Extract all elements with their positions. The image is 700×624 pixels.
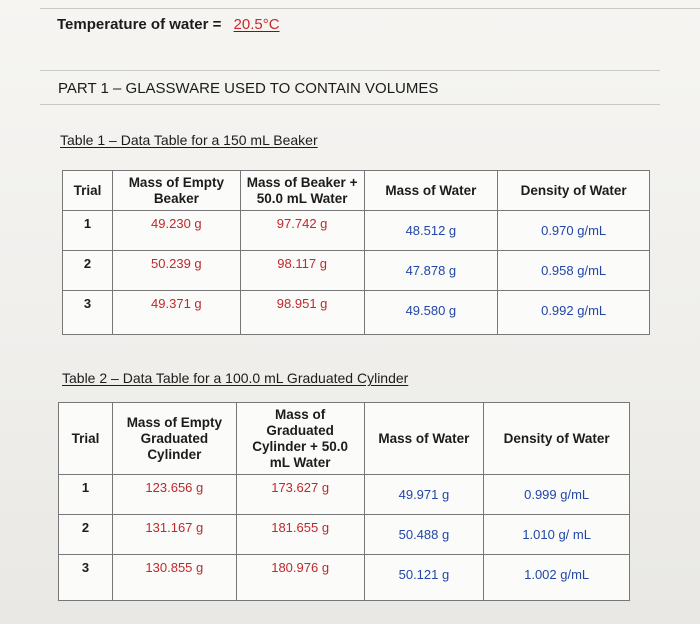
water-mass-cell: 47.878 g bbox=[364, 251, 498, 291]
table2-header-with-water: Mass of Graduated Cylinder + 50.0 mL Water bbox=[236, 403, 364, 475]
with-water-mass-cell: 97.742 g bbox=[240, 211, 364, 251]
table1-caption: Table 1 – Data Table for a 150 mL Beaker bbox=[60, 132, 318, 148]
table2-caption: Table 2 – Data Table for a 100.0 mL Graduated Cylinder bbox=[62, 370, 409, 386]
table-row bbox=[63, 251, 650, 291]
table2-header-density: Density of Water bbox=[484, 403, 630, 475]
density-cell: 0.958 g/mL bbox=[498, 251, 650, 291]
table1-header-row bbox=[63, 171, 650, 211]
part1-title: PART 1 – GLASSWARE USED TO CONTAIN VOLUMES bbox=[58, 80, 439, 97]
trial-cell: 3 bbox=[59, 555, 113, 601]
with-water-mass-cell: 98.951 g bbox=[240, 291, 364, 335]
water-mass-cell: 49.580 g bbox=[364, 291, 498, 335]
density-cell: 0.992 g/mL bbox=[498, 291, 650, 335]
empty-mass-cell: 131.167 g bbox=[112, 515, 236, 555]
density-cell: 0.970 g/mL bbox=[498, 211, 650, 251]
with-water-mass-cell: 98.117 g bbox=[240, 251, 364, 291]
table-row bbox=[59, 475, 630, 515]
table2-header-water: Mass of Water bbox=[364, 403, 484, 475]
water-mass-cell: 50.121 g bbox=[364, 555, 484, 601]
part-top-rule bbox=[40, 70, 660, 71]
density-cell: 0.999 g/mL bbox=[484, 475, 630, 515]
table1-header-with-water: Mass of Beaker + 50.0 mL Water bbox=[240, 171, 364, 211]
empty-mass-cell: 123.656 g bbox=[112, 475, 236, 515]
with-water-mass-cell: 181.655 g bbox=[236, 515, 364, 555]
water-mass-cell: 50.488 g bbox=[364, 515, 484, 555]
table-row bbox=[63, 211, 650, 251]
with-water-mass-cell: 180.976 g bbox=[236, 555, 364, 601]
table2-header-empty: Mass of Empty Graduated Cylinder bbox=[112, 403, 236, 475]
trial-cell: 2 bbox=[63, 251, 113, 291]
table2-header-trial: Trial bbox=[59, 403, 113, 475]
trial-cell: 1 bbox=[59, 475, 113, 515]
table-row bbox=[63, 291, 650, 335]
temperature-label: Temperature of water = bbox=[57, 16, 222, 33]
temperature-line bbox=[57, 16, 280, 33]
table1-header-water: Mass of Water bbox=[364, 171, 498, 211]
empty-mass-cell: 49.371 g bbox=[112, 291, 240, 335]
density-cell: 1.010 g/ mL bbox=[484, 515, 630, 555]
water-mass-cell: 49.971 g bbox=[364, 475, 484, 515]
table2 bbox=[58, 402, 630, 601]
trial-cell: 2 bbox=[59, 515, 113, 555]
table2-header-row bbox=[59, 403, 630, 475]
trial-cell: 3 bbox=[63, 291, 113, 335]
table1-header-empty: Mass of Empty Beaker bbox=[112, 171, 240, 211]
table1 bbox=[62, 170, 650, 335]
temperature-value: 20.5°C bbox=[233, 16, 280, 33]
density-cell: 1.002 g/mL bbox=[484, 555, 630, 601]
trial-cell: 1 bbox=[63, 211, 113, 251]
table1-header-trial: Trial bbox=[63, 171, 113, 211]
top-rule bbox=[40, 8, 700, 9]
empty-mass-cell: 50.239 g bbox=[112, 251, 240, 291]
empty-mass-cell: 130.855 g bbox=[112, 555, 236, 601]
table1-header-density: Density of Water bbox=[498, 171, 650, 211]
water-mass-cell: 48.512 g bbox=[364, 211, 498, 251]
empty-mass-cell: 49.230 g bbox=[112, 211, 240, 251]
table-row bbox=[59, 515, 630, 555]
with-water-mass-cell: 173.627 g bbox=[236, 475, 364, 515]
table-row bbox=[59, 555, 630, 601]
part-bottom-rule bbox=[40, 104, 660, 105]
